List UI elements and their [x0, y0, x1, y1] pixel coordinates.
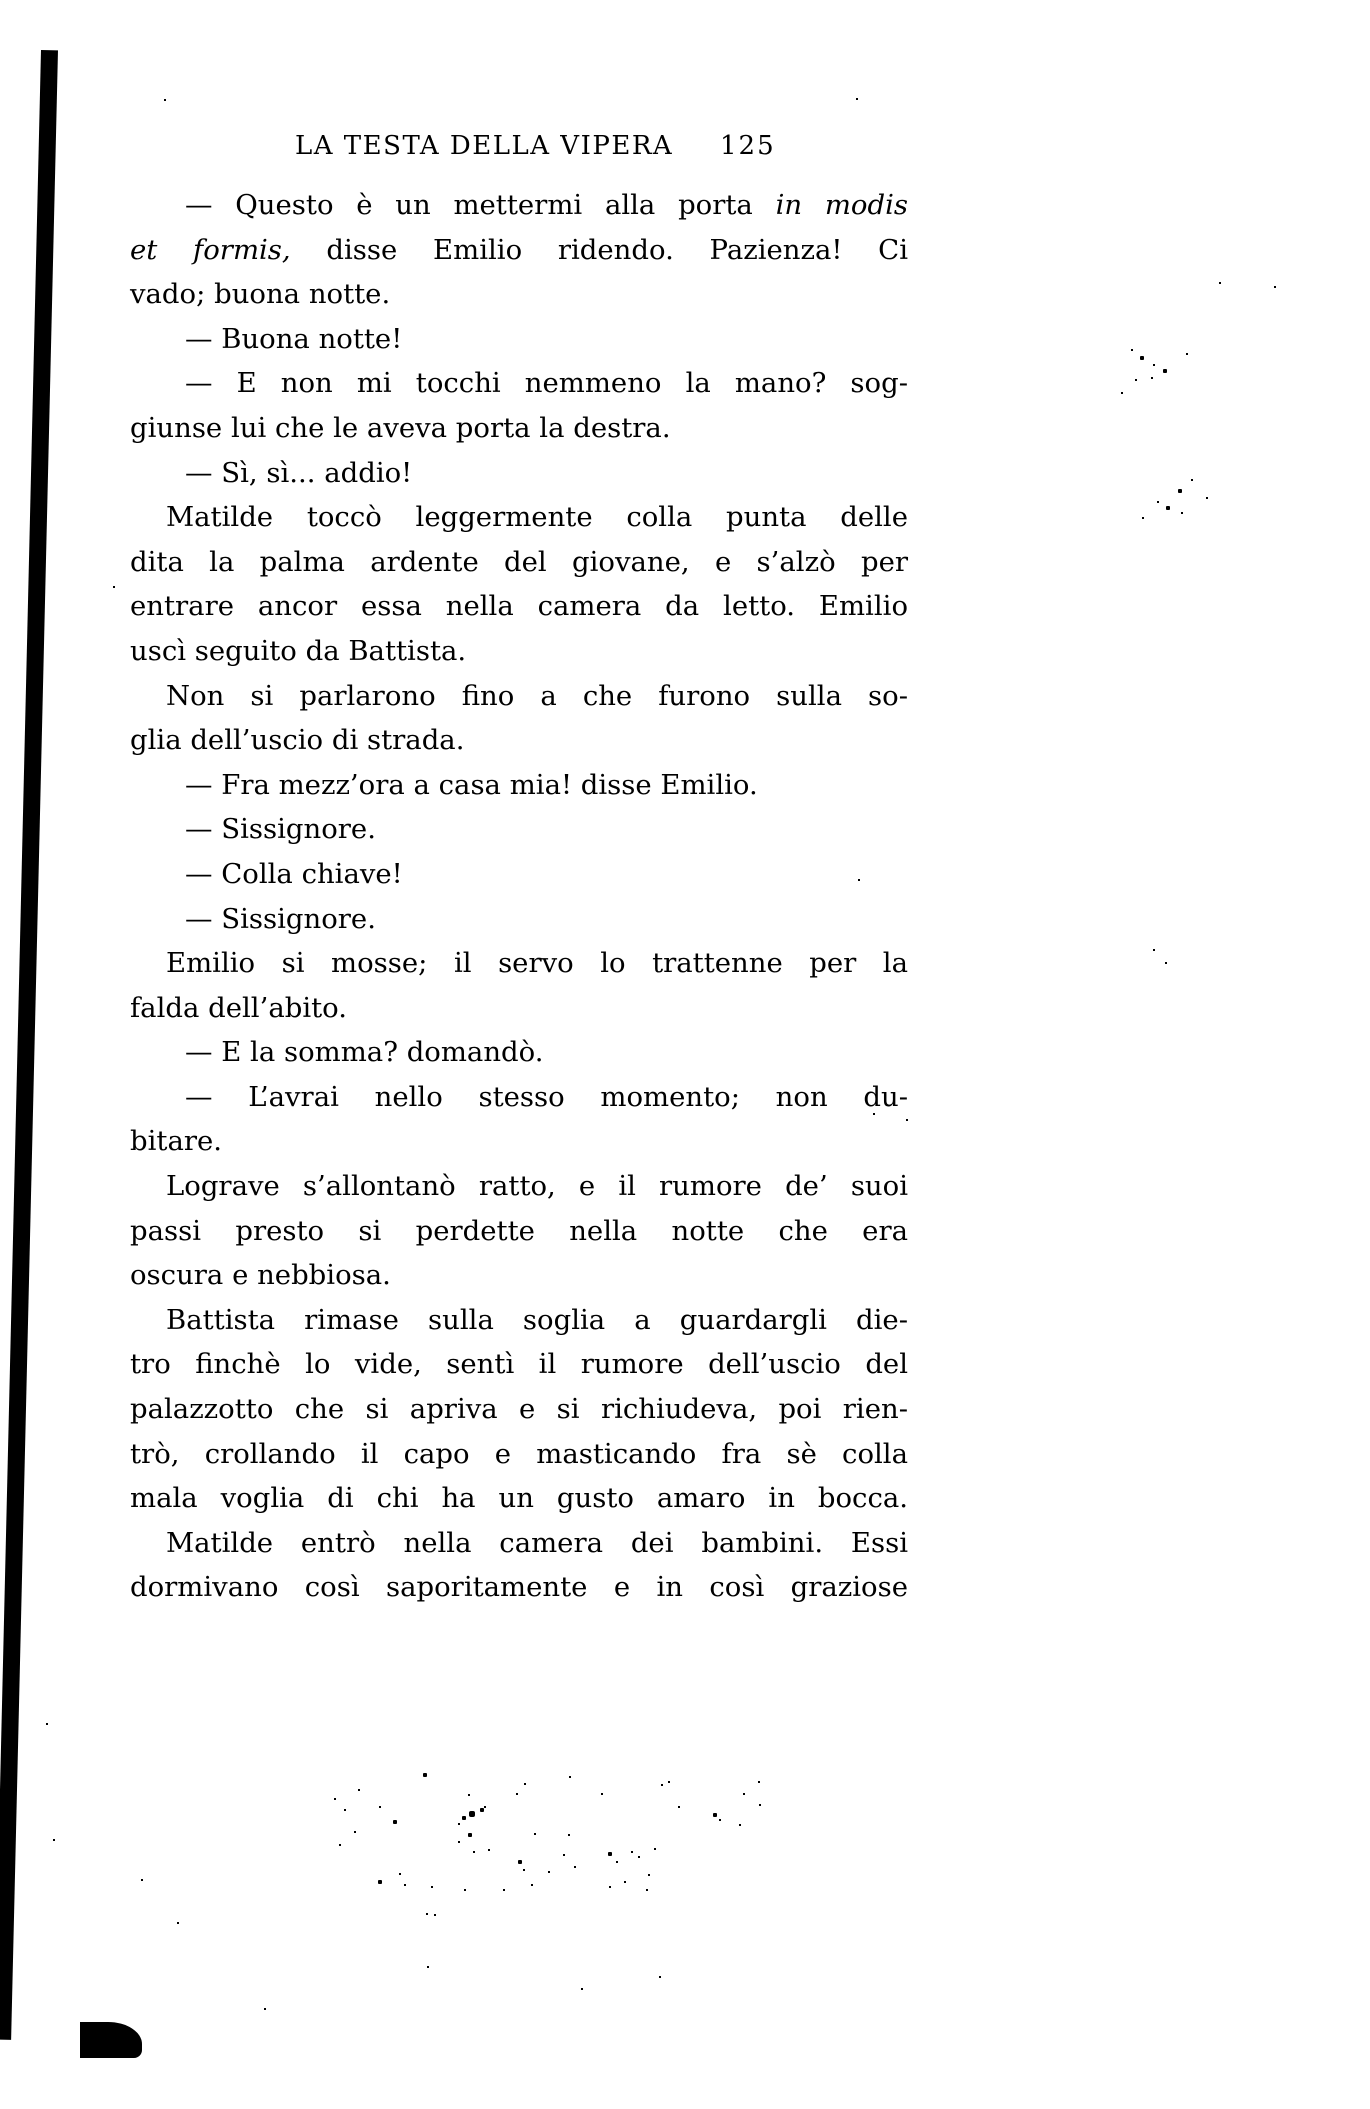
text-line [130, 1209, 908, 1254]
text-segment: — Questo è un mettermi alla porta [185, 189, 776, 221]
text-line [130, 272, 908, 317]
text-line [130, 1030, 908, 1075]
text-segment: — Sissignore. [185, 902, 376, 935]
text-segment: mala voglia di chi ha un gusto amaro in bocca. [130, 1482, 908, 1515]
text-segment: disse Emilio ridendo. Pazienza! Ci [290, 233, 908, 266]
italic-text-segment: et formis, [130, 233, 291, 266]
text-line [130, 495, 908, 540]
text-segment: dormivano così saporitamente e in così graziose [130, 1571, 908, 1604]
text-line [130, 1119, 908, 1164]
binding-shadow-foot [80, 2022, 142, 2058]
text-line [130, 1342, 908, 1387]
text-segment: entrare ancor essa nella camera da letto. Emilio [130, 590, 908, 623]
text-segment: Emilio si mosse; il servo lo trattenne per la [166, 947, 908, 980]
text-line [130, 406, 908, 451]
text-line [130, 1476, 908, 1521]
binding-shadow-bar [0, 50, 58, 2040]
italic-text-segment: in modis [775, 189, 908, 221]
text-segment: dita la palma ardente del giovane, e s’alzò per [130, 545, 908, 578]
text-line [130, 807, 908, 852]
text-segment: Lograve s’allontanò ratto, e il rumore de’ suoi [166, 1170, 908, 1203]
text-line [130, 1432, 908, 1477]
text-line [130, 1075, 908, 1120]
text-segment: Non si parlarono fino a che furono sulla so- [166, 679, 908, 712]
text-line [130, 1253, 908, 1298]
text-line [130, 451, 908, 496]
text-line [130, 986, 908, 1031]
text-segment: — E non mi tocchi nemmeno la mano? sog- [185, 367, 908, 400]
text-segment: — Fra mezz’ora a casa mia! disse Emilio. [185, 768, 758, 801]
scan-noise-specks [0, 0, 4, 4]
text-line [130, 941, 908, 986]
text-segment: vado; buona notte. [130, 278, 391, 311]
text-line [130, 852, 908, 897]
running-title: LA TESTA DELLA VIPERA [295, 131, 674, 161]
text-line [130, 629, 908, 674]
text-segment: passi presto si perdette nella notte che era [130, 1214, 908, 1247]
text-segment: glia dell’uscio di strada. [130, 724, 465, 757]
text-segment: oscura e nebbiosa. [130, 1259, 391, 1292]
text-line [130, 317, 908, 362]
page-number: 125 [720, 131, 776, 161]
text-segment: — Buona notte! [185, 322, 403, 355]
text-segment: Matilde entrò nella camera dei bambini. Essi [166, 1526, 908, 1559]
text-segment: palazzotto che si apriva e si richiudeva, poi rien- [130, 1393, 908, 1426]
text-line [130, 763, 908, 808]
text-segment: bitare. [130, 1125, 223, 1158]
text-line [130, 1298, 908, 1343]
text-line [130, 584, 908, 629]
text-line [130, 1521, 908, 1566]
text-line [130, 718, 908, 763]
text-segment: falda dell’abito. [130, 991, 347, 1024]
text-line [130, 361, 908, 406]
text-line [130, 228, 908, 273]
text-line [130, 540, 908, 585]
text-segment: — L’avrai nello stesso momento; non du- [185, 1080, 908, 1113]
text-segment: uscì seguito da Battista. [130, 634, 467, 667]
text-line [130, 183, 908, 228]
text-segment: — E la somma? domandò. [185, 1036, 544, 1069]
text-segment: — Colla chiave! [185, 857, 403, 890]
text-segment: Matilde toccò leggermente colla punta delle [166, 501, 908, 534]
text-segment: giunse lui che le aveva porta la destra. [130, 411, 671, 444]
text-segment: — Sissignore. [185, 813, 376, 846]
text-line [130, 1164, 908, 1209]
page-header [130, 131, 908, 171]
text-segment: — Sì, sì... addio! [185, 456, 413, 489]
text-segment: Battista rimase sulla soglia a guardargli die- [166, 1303, 908, 1336]
text-line [130, 1387, 908, 1432]
text-segment: tro finchè lo vide, sentì il rumore dell’uscio del [130, 1348, 908, 1381]
text-segment: trò, crollando il capo e masticando fra sè colla [130, 1437, 908, 1470]
text-line [130, 1565, 908, 1610]
text-line [130, 674, 908, 719]
text-line [130, 897, 908, 942]
body-text [130, 183, 908, 1610]
